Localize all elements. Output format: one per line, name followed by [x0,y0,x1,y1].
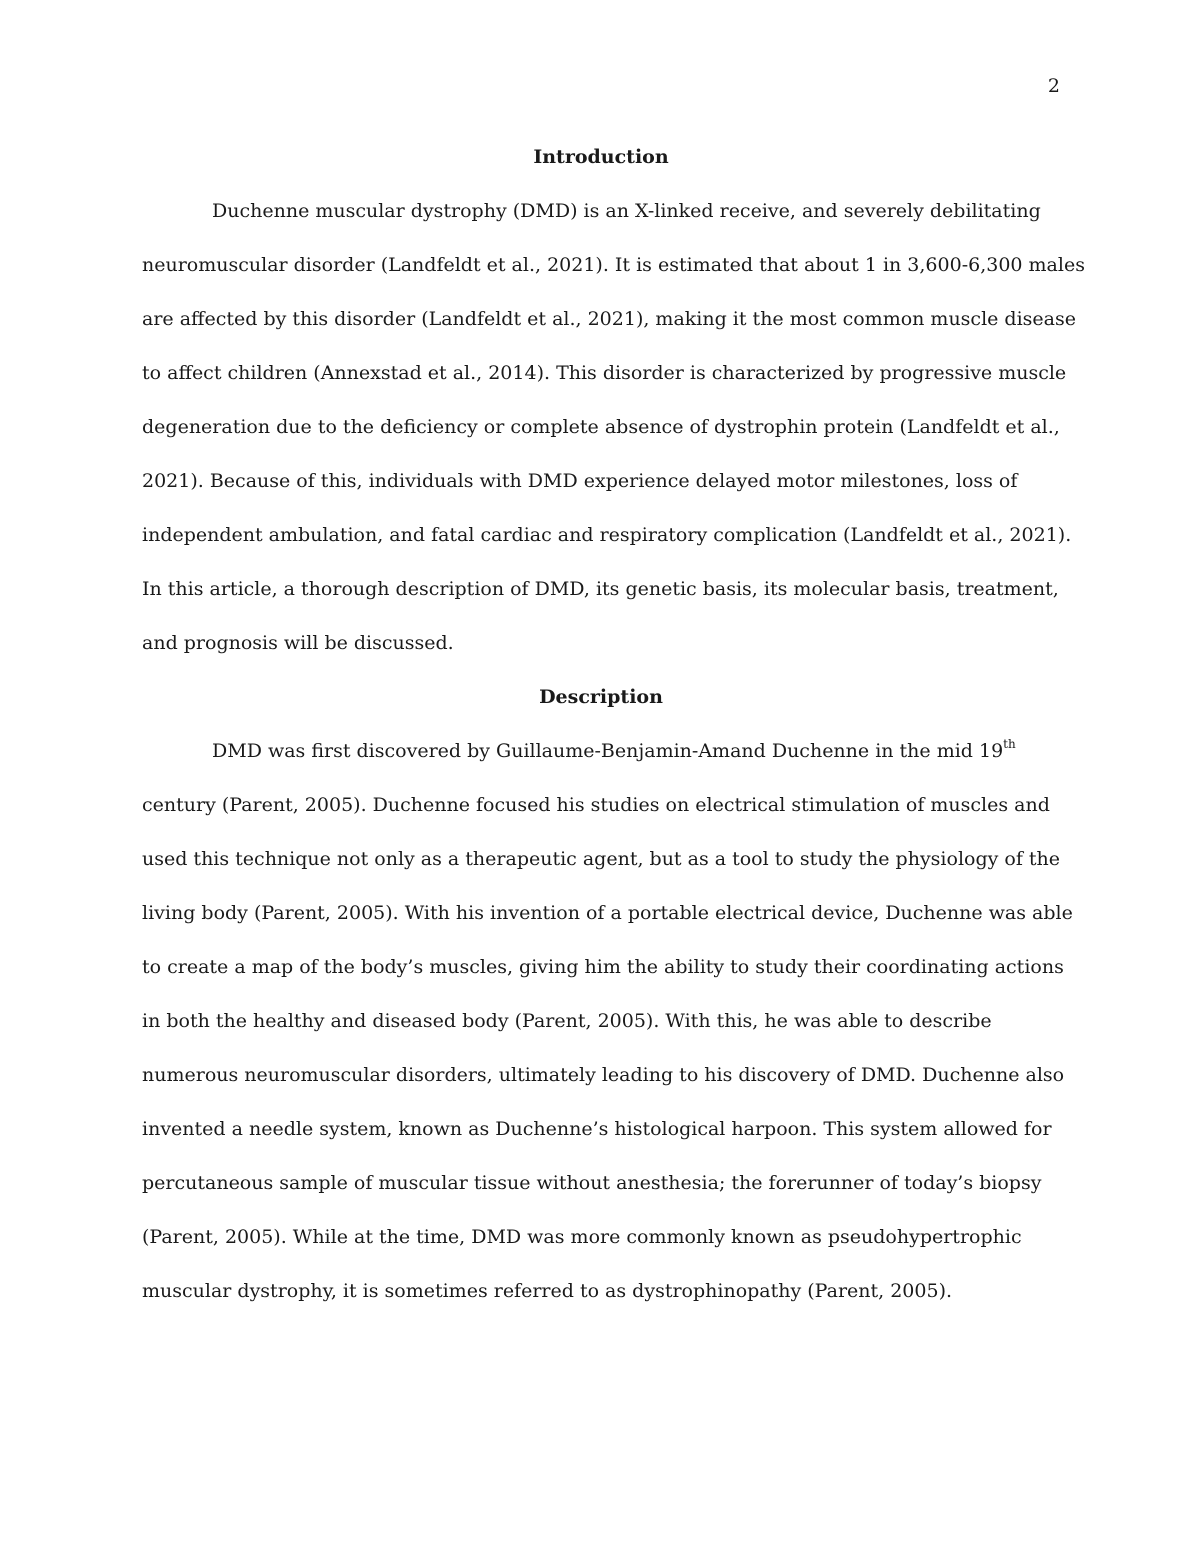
paragraph-line: numerous neuromuscular disorders, ultimately leading to his discovery of DMD. Duchenne also [142,1064,1065,1086]
paragraph-line: Duchenne muscular dystrophy (DMD) is an X-linked receive, and severely debilitating [212,200,1041,222]
paragraph-line: to create a map of the body’s muscles, giving him the ability to study their coordinating actions [142,956,1064,978]
section-heading-introduction: Introduction [533,146,669,168]
paragraph-line: are affected by this disorder (Landfeldt et al., 2021), making it the most common muscle disease [142,308,1076,330]
first-line-text: DMD was first discovered by Guillaume-Benjamin-Amand Duchenne in the mid 19 [212,740,1004,762]
paragraph-line: percutaneous sample of muscular tissue without anesthesia; the forerunner of today’s biopsy [142,1172,1042,1194]
paragraph-line: living body (Parent, 2005). With his invention of a portable electrical device, Duchenne was able [142,902,1073,924]
paragraph-line: independent ambulation, and fatal cardiac and respiratory complication (Landfeldt et al., 2021). [142,524,1072,546]
paragraph-line: and prognosis will be discussed. [142,632,454,654]
paragraph-line: neuromuscular disorder (Landfeldt et al., 2021). It is estimated that about 1 in 3,600-6,300 males [142,254,1085,276]
paragraph-line: degeneration due to the deficiency or complete absence of dystrophin protein (Landfeldt et al., [142,416,1060,438]
paragraph-line: to affect children (Annexstad et al., 2014). This disorder is characterized by progressive muscle [142,362,1067,384]
paragraph-line: In this article, a thorough description of DMD, its genetic basis, its molecular basis, treatment, [142,578,1059,600]
introduction-paragraph [142,184,1085,670]
section-heading-description: Description [539,686,663,708]
page-number: 2 [1047,75,1060,97]
paragraph-line: (Parent, 2005). While at the time, DMD was more commonly known as pseudohypertrophic [142,1226,1022,1248]
paragraph-line: in both the healthy and diseased body (Parent, 2005). With this, he was able to describe [142,1010,992,1032]
paragraph-line: used this technique not only as a therapeutic agent, but as a tool to study the physiology of the [142,848,1061,870]
paragraph-line: century (Parent, 2005). Duchenne focused his studies on electrical stimulation of muscles and [142,794,1050,816]
description-paragraph [142,724,1073,1318]
document-body [142,130,1085,1318]
paragraph-line: invented a needle system, known as Duchenne’s histological harpoon. This system allowed for [142,1118,1052,1140]
paragraph-first-line [142,724,1060,778]
ordinal-superscript: th [1003,737,1016,751]
paragraph-line: muscular dystrophy, it is sometimes referred to as dystrophinopathy (Parent, 2005). [142,1280,953,1302]
paragraph-line: 2021). Because of this, individuals with DMD experience delayed motor milestones, loss of [142,470,1018,492]
